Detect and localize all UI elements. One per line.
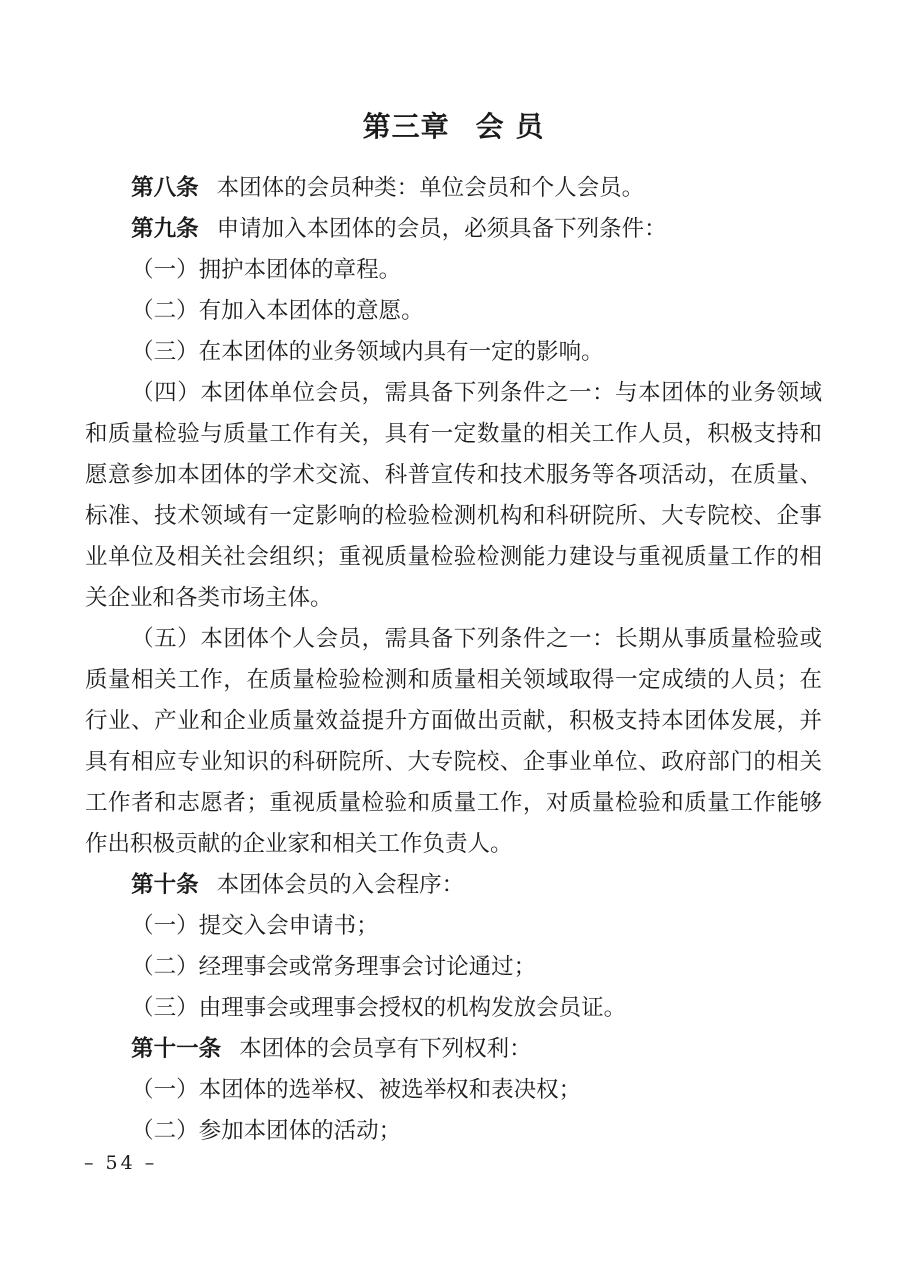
document-body [85, 112, 822, 1152]
paragraph-item-2 [85, 291, 822, 332]
paragraph-text: 申请加入本团体的会员，必须具备下列条件： [216, 216, 667, 242]
paragraph-right-2 [85, 1111, 822, 1152]
paragraph-text: （一）提交入会申请书； [131, 913, 379, 939]
paragraph-right-1 [85, 1070, 822, 1111]
paragraph-item-5 [85, 619, 822, 865]
paragraph-item-4 [85, 373, 822, 619]
paragraph-text: （三）在本团体的业务领域内具有一定的影响。 [131, 339, 604, 365]
page-number: – 54 – [84, 1152, 158, 1174]
paragraph-article-10 [85, 865, 822, 906]
paragraph-article-9 [85, 209, 822, 250]
paragraph-item-3 [85, 332, 822, 373]
article-number: 第十条 [131, 872, 199, 898]
paragraph-procedure-1 [85, 906, 822, 947]
paragraph-text: （二）有加入本团体的意愿。 [131, 298, 424, 324]
paragraph-article-8 [85, 168, 822, 209]
article-number: 第九条 [131, 216, 199, 242]
article-number: 第八条 [131, 175, 199, 201]
paragraph-text: 本团体的会员种类：单位会员和个人会员。 [216, 175, 645, 201]
paragraph-text: （四）本团体单位会员，需具备下列条件之一：与本团体的业务领域和质量检验与质量工作有关，具有一定数量的相关工作人员，积极支持和愿意参加本团体的学术交流、科普宣传和技术服务等各项活动，在质量、标准、技术领域有一定影响的检验检测机构和科研院所、大专院校、企事业单位及相关社会组织；重视质量检验检测能力建设与重视质量工作的相关企业和各类市场主体。 [85, 380, 822, 611]
paragraph-procedure-2 [85, 947, 822, 988]
paragraph-text: （一）拥护本团体的章程。 [131, 257, 402, 283]
paragraph-text: （二）经理事会或常务理事会讨论通过； [131, 954, 537, 980]
paragraph-text: （一）本团体的选举权、被选举权和表决权； [131, 1077, 582, 1103]
paragraph-text: 本团体会员的入会程序： [216, 872, 465, 898]
chapter-title [85, 112, 822, 142]
paragraph-text: （二）参加本团体的活动； [131, 1118, 402, 1144]
paragraph-item-1 [85, 250, 822, 291]
paragraph-text: 本团体的会员享有下列权利： [239, 1036, 532, 1062]
chapter-name: 会 员 [475, 110, 545, 143]
paragraph-procedure-3 [85, 988, 822, 1029]
paragraph-article-11 [85, 1029, 822, 1070]
chapter-number: 第三章 [362, 110, 450, 143]
paragraph-text: （三）由理事会或理事会授权的机构发放会员证。 [131, 995, 627, 1021]
paragraph-text: （五）本团体个人会员，需具备下列条件之一：长期从事质量检验或质量相关工作，在质量检验检测和质量相关领域取得一定成绩的人员；在行业、产业和企业质量效益提升方面做出贡献，积极支持本团体发展，并具有相应专业知识的科研院所、大专院校、企事业单位、政府部门的相关工作者和志愿者；重视质量检验和质量工作，对质量检验和质量工作能够作出积极贡献的企业家和相关工作负责人。 [85, 626, 822, 857]
article-number: 第十一条 [131, 1036, 222, 1062]
